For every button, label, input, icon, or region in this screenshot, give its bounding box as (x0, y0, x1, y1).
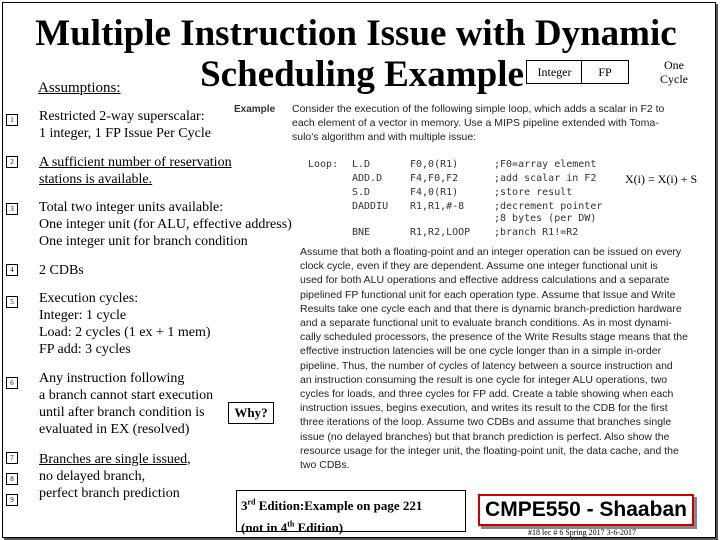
assumption-1-line1: Restricted 2-way superscalar: (39, 109, 205, 124)
assumption-3 (39, 199, 292, 250)
assumption-1 (39, 108, 211, 142)
one-cycle-line2: Cycle (660, 72, 688, 86)
code-comment: ;add scalar in F2 (494, 173, 597, 184)
code-args: R1,R1,#-8 (410, 201, 465, 212)
one-cycle-line1: One (664, 58, 684, 72)
code-comment: ;store result (494, 187, 573, 198)
item-number: 4 (6, 264, 18, 276)
code-op: BNE (352, 227, 371, 238)
assumption-3-line2: One integer unit (for ALU, effective address) (39, 217, 292, 232)
assumption-5 (39, 290, 211, 358)
code-args: F0,0(R1) (410, 159, 459, 170)
item-number: 8 (6, 473, 18, 485)
assumption-4-line1: 2 CDBs (39, 263, 84, 278)
assumption-6-line1: Any instruction following (39, 371, 185, 386)
code-args: F4,0(R1) (410, 187, 459, 198)
legend-one-cycle (660, 58, 688, 86)
xi-equation-note: X(i) = X(i) + S (625, 172, 698, 186)
legend-fp: FP (581, 60, 629, 84)
item-number: 7 (6, 452, 18, 464)
edition-line1: Edition:Example on page 221 (255, 498, 423, 514)
code-args: R1,R2,LOOP (410, 227, 471, 238)
example-intro-1: Consider the execution of the following simple loop, which adds a scalar in F2 to (292, 103, 665, 115)
code-comment: ;decrement pointer (494, 201, 603, 212)
example-paragraph-line: effective instruction latencies will be one cycle longer than in a simple in-order (300, 345, 662, 358)
assumption-6-line3: until after branch condition is (39, 405, 205, 420)
example-paragraph-line: and a separate functional unit to evaluate branch conditions. As in most dynami- (300, 317, 672, 329)
assumption-2-line2: stations is available. (39, 172, 153, 187)
assumption-6-line2: a branch cannot start execution (39, 388, 214, 403)
example-paragraph-line: cally scheduled processors, the presence of the Write Results stage means that the (300, 331, 688, 344)
assumption-7-line: Branches are single issued, (39, 452, 191, 467)
code-comment: ;F0=array element (494, 159, 597, 170)
code-op: ADD.D (352, 173, 383, 184)
why-callout: Why? (228, 402, 274, 424)
edition-sup2: th (287, 519, 295, 529)
example-intro-2: each element of a vector in memory. Use a MIPS pipeline extended with Toma- (292, 117, 659, 129)
code-comment: ;8 bytes (per DW) (494, 213, 597, 224)
assumption-6-line4: evaluated in EX (resolved) (39, 422, 190, 437)
example-label: Example (234, 104, 276, 115)
assumption-8-line: no delayed branch, (39, 469, 146, 484)
assumption-6 (39, 370, 213, 438)
assumption-1-line2: 1 integer, 1 FP Issue Per Cycle (39, 126, 211, 141)
example-paragraph-line: clock cycle, even if they are dependent. Assume one integer functional unit is (300, 260, 658, 273)
assumption-3-line3: One integer unit for branch condition (39, 234, 248, 249)
assumption-5-line2: Integer: 1 cycle (39, 308, 127, 323)
assumption-5-line1: Execution cycles: (39, 291, 139, 306)
assumption-9-line: perfect branch prediction (39, 486, 180, 501)
example-paragraph-line: Results take one cycle each and that there is dynamic branch-prediction hardware (300, 302, 682, 315)
item-number: 1 (6, 114, 18, 126)
example-paragraph-line: pipeline. Thus, the number of cycles of latency between a source instruction and (300, 359, 673, 372)
loop-label: Loop: (308, 159, 339, 170)
edition-sup: rd (247, 498, 256, 507)
item-number: 3 (6, 203, 18, 215)
item-number: 5 (6, 296, 18, 308)
textbook-example-scan (232, 100, 710, 472)
example-paragraph-line: instruction issues, begins execution, and writes its result to the CDB for the first (300, 402, 668, 415)
example-paragraph-line: cycles for loads, and three cycles for FP add. Create a table showing when each (300, 388, 674, 400)
item-number: 6 (6, 377, 18, 389)
edition-line2-pre: (not in 4 (241, 519, 288, 535)
assumptions-heading: Assumptions: (38, 80, 121, 96)
example-paragraph-line: used for both ALU operations and effective address calculations and a separate (300, 274, 670, 287)
slide-title-line2: Scheduling Example (200, 54, 524, 95)
edition-line2-post: Edition) (294, 519, 344, 535)
example-paragraph-line: three iterations of the loop. Assume two CDBs and assume that branches single (300, 416, 672, 429)
assumption-7-9 (39, 451, 191, 502)
assumption-5-line3: Load: 2 cycles (1 ex + 1 mem) (39, 325, 211, 340)
legend-integer: Integer (526, 60, 583, 84)
example-paragraph-line: issue (no delayed branches) but that branch prediction is perfect. Also show the (300, 430, 670, 443)
slide-title-line1: Multiple Instruction Issue with Dynamic (35, 13, 677, 54)
code-comment: ;branch R1!=R2 (494, 227, 579, 238)
code-args: F4,F0,F2 (410, 173, 459, 184)
code-op: L.D (352, 159, 371, 170)
example-paragraph-line: pipelined FP functional unit for each operation type. Assume that Issue and Write (300, 288, 676, 301)
assumption-2-line1: A sufficient number of reservation (39, 155, 232, 170)
example-paragraph-line: two CDBs. (300, 459, 350, 471)
example-paragraph-line: resource usage for the integer unit, the floating-point unit, the data cache, and the (300, 444, 679, 457)
example-paragraph-line: Assume that both a floating-point and an integer operation can be issued on every (300, 246, 682, 258)
example-paragraph-line: an instruction consuming the result is one cycle for integer ALU operations, two (300, 373, 668, 386)
item-number: 9 (6, 494, 18, 506)
assumption-5-line4: FP add: 3 cycles (39, 342, 131, 357)
edition-note (236, 490, 466, 535)
assumption-4 (39, 262, 84, 279)
code-op: DADDIU (352, 201, 389, 212)
assumption-3-line1: Total two integer units available: (39, 200, 224, 215)
course-badge: CMPE550 - Shaaban (478, 494, 694, 526)
example-intro-3: sulo's algorithm and with multiple issue: (292, 131, 477, 143)
assumption-2 (39, 154, 232, 188)
code-op: S.D (352, 187, 371, 198)
slide-footer: #18 lec # 6 Spring 2017 3-6-2017 (528, 528, 636, 537)
item-number: 2 (6, 156, 18, 168)
edition-ordinal: 3 (241, 498, 248, 514)
